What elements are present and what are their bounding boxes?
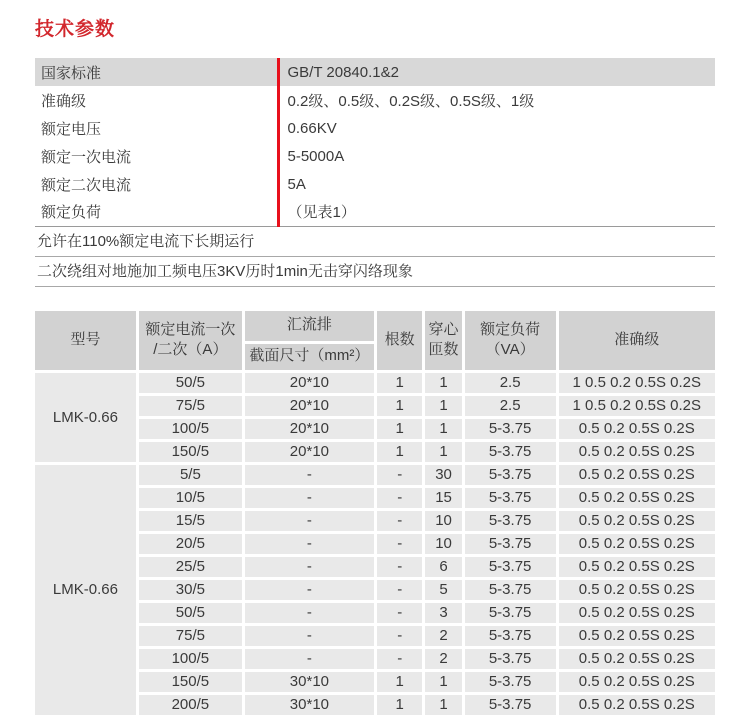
spec-label: 额定二次电流 [41, 176, 132, 194]
spec-label: 额定一次电流 [41, 148, 132, 166]
table-cell: 15 [425, 488, 461, 508]
table-cell: 10 [425, 511, 461, 531]
table-cell: 1 [377, 672, 422, 692]
spec-value: GB/T 20840.1&2 [278, 58, 715, 86]
table-cell: 5-3.75 [465, 465, 556, 485]
header-section: 截面尺寸（mm²） [245, 344, 374, 370]
spec-row [35, 142, 715, 170]
table-cell: 1 0.5 0.2 0.5S 0.2S [559, 396, 715, 416]
header-turns-line2: 匝数 [428, 341, 459, 358]
table-row [35, 649, 715, 669]
header-current [139, 311, 242, 370]
table-cell: - [377, 603, 422, 623]
table-row [35, 580, 715, 600]
spec-value: 0.66KV [278, 114, 715, 142]
spec-value: 0.2级、0.5级、0.2S级、0.5S级、1级 [278, 86, 715, 114]
table-cell: 75/5 [139, 396, 242, 416]
model-cell: LMK-0.66 [35, 373, 136, 462]
table-cell: 0.5 0.2 0.5S 0.2S [559, 488, 715, 508]
table-row [35, 465, 715, 485]
table-cell: 50/5 [139, 603, 242, 623]
table-row [35, 557, 715, 577]
header-model: 型号 [35, 311, 136, 370]
header-row [35, 311, 715, 341]
table-cell: 30/5 [139, 580, 242, 600]
table-cell: 2 [425, 626, 461, 646]
table-cell: 5-3.75 [465, 511, 556, 531]
table-row [35, 626, 715, 646]
table-cell: 5/5 [139, 465, 242, 485]
table-cell: 1 0.5 0.2 0.5S 0.2S [559, 373, 715, 393]
table-cell: - [245, 534, 374, 554]
note-line: 允许在110%额定电流下长期运行 [35, 227, 715, 257]
table-cell: 30*10 [245, 672, 374, 692]
table-cell: 25/5 [139, 557, 242, 577]
header-turns [425, 311, 461, 370]
table-cell: 150/5 [139, 672, 242, 692]
table-row [35, 534, 715, 554]
table-row [35, 511, 715, 531]
model-cell: LMK-0.66 [35, 465, 136, 715]
header-burden [465, 311, 556, 370]
table-cell: 1 [425, 419, 461, 439]
table-cell: 5-3.75 [465, 649, 556, 669]
table-cell: 0.5 0.2 0.5S 0.2S [559, 465, 715, 485]
table-cell: 100/5 [139, 649, 242, 669]
table-cell: 0.5 0.2 0.5S 0.2S [559, 695, 715, 715]
table-cell: 10/5 [139, 488, 242, 508]
spec-label: 额定电压 [41, 120, 102, 138]
spec-label: 国家标准 [35, 58, 278, 86]
table-cell: - [377, 534, 422, 554]
table-cell: 5-3.75 [465, 534, 556, 554]
table-cell: 1 [425, 373, 461, 393]
table-cell: 0.5 0.2 0.5S 0.2S [559, 649, 715, 669]
table-row [35, 419, 715, 439]
table-cell: 50/5 [139, 373, 242, 393]
spec-label: 准确级 [41, 92, 87, 110]
table-cell: - [245, 626, 374, 646]
table-cell: 0.5 0.2 0.5S 0.2S [559, 672, 715, 692]
table-cell: 2.5 [465, 396, 556, 416]
header-count: 根数 [377, 311, 422, 370]
table-cell: 1 [377, 419, 422, 439]
table-cell: 1 [377, 695, 422, 715]
spec-row [35, 86, 715, 114]
table-cell: 1 [377, 373, 422, 393]
header-accuracy: 准确级 [559, 311, 715, 370]
table-cell: 0.5 0.2 0.5S 0.2S [559, 557, 715, 577]
spec-row [35, 198, 715, 226]
table-cell: 5-3.75 [465, 695, 556, 715]
table-cell: 1 [425, 396, 461, 416]
notes [35, 227, 715, 287]
table-cell: 5-3.75 [465, 603, 556, 623]
spec-value: （见表1） [278, 198, 715, 226]
table-cell: 1 [425, 695, 461, 715]
table-cell: 100/5 [139, 419, 242, 439]
parameter-table [32, 308, 718, 718]
table-cell: 15/5 [139, 511, 242, 531]
table-cell: 5 [425, 580, 461, 600]
table-cell: 5-3.75 [465, 419, 556, 439]
table-cell: 1 [425, 442, 461, 462]
spec-row [35, 58, 715, 86]
header-burden-line1: 额定负荷 [480, 320, 541, 338]
table-cell: 0.5 0.2 0.5S 0.2S [559, 603, 715, 623]
table-cell: 20*10 [245, 396, 374, 416]
table-row [35, 672, 715, 692]
table-cell: 0.5 0.2 0.5S 0.2S [559, 534, 715, 554]
table-cell: 5-3.75 [465, 488, 556, 508]
note-line: 二次绕组对地施加工频电压3KV历时1min无击穿闪络现象 [35, 257, 715, 287]
table-cell: - [245, 580, 374, 600]
table-cell: 30 [425, 465, 461, 485]
table-cell: 5-3.75 [465, 672, 556, 692]
table-cell: - [245, 649, 374, 669]
table-cell: 0.5 0.2 0.5S 0.2S [559, 626, 715, 646]
table-cell: - [245, 488, 374, 508]
table-cell: 20/5 [139, 534, 242, 554]
spec-value: 5A [278, 170, 715, 198]
spec-row [35, 170, 715, 198]
table-cell: 5-3.75 [465, 626, 556, 646]
header-turns-line1: 穿心 [428, 320, 459, 338]
table-cell: 0.5 0.2 0.5S 0.2S [559, 580, 715, 600]
table-cell: 20*10 [245, 442, 374, 462]
header-current-line2: /二次（A） [153, 341, 228, 358]
table-cell: 75/5 [139, 626, 242, 646]
table-cell: - [377, 511, 422, 531]
header-current-line1: 额定电流一次 [145, 320, 236, 338]
table-cell: 150/5 [139, 442, 242, 462]
table-row [35, 373, 715, 393]
table-cell: 1 [377, 442, 422, 462]
table-cell: 0.5 0.2 0.5S 0.2S [559, 511, 715, 531]
table-cell: - [245, 557, 374, 577]
table-cell: 5-3.75 [465, 557, 556, 577]
table-cell: - [377, 626, 422, 646]
header-burden-line2: （VA） [485, 341, 535, 358]
table-row [35, 442, 715, 462]
spec-label: 额定负荷 [41, 204, 102, 222]
table-cell: - [377, 557, 422, 577]
spec-row [35, 114, 715, 142]
table-row [35, 603, 715, 623]
table-cell: - [377, 580, 422, 600]
table-cell: 20*10 [245, 419, 374, 439]
table-cell: 5-3.75 [465, 442, 556, 462]
table-row [35, 396, 715, 416]
parameter-table-body [35, 373, 715, 715]
table-cell: 10 [425, 534, 461, 554]
spec-value: 5-5000A [278, 142, 715, 170]
table-cell: 0.5 0.2 0.5S 0.2S [559, 442, 715, 462]
table-cell: 200/5 [139, 695, 242, 715]
table-row [35, 488, 715, 508]
table-cell: 6 [425, 557, 461, 577]
table-cell: - [377, 465, 422, 485]
table-cell: 3 [425, 603, 461, 623]
table-cell: 2.5 [465, 373, 556, 393]
table-cell: - [377, 488, 422, 508]
table-cell: - [245, 603, 374, 623]
table-cell: - [377, 649, 422, 669]
table-cell: 1 [377, 396, 422, 416]
table-cell: 5-3.75 [465, 580, 556, 600]
spec-table [35, 58, 715, 227]
table-cell: 20*10 [245, 373, 374, 393]
table-cell: 1 [425, 672, 461, 692]
table-cell: 0.5 0.2 0.5S 0.2S [559, 419, 715, 439]
page-title: 技术参数 [35, 19, 116, 40]
table-cell: - [245, 465, 374, 485]
table-cell: - [245, 511, 374, 531]
table-cell: 2 [425, 649, 461, 669]
header-busbar: 汇流排 [245, 311, 374, 341]
table-cell: 30*10 [245, 695, 374, 715]
